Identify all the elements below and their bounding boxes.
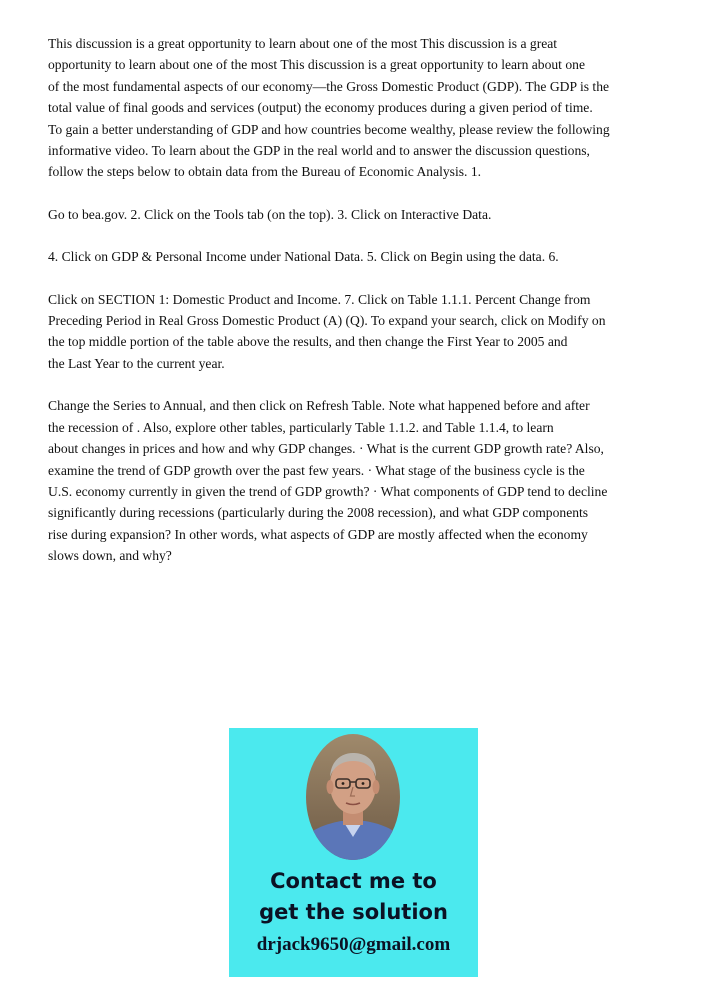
portrait-photo (305, 733, 401, 861)
document-body (48, 33, 648, 588)
text-line: the recession of . Also, explore other tables, particularly Table 1.1.2. and Table 1.1.4, to learn (48, 419, 554, 435)
text-line: follow the steps below to obtain data from the Bureau of Economic Analysis. 1. (48, 164, 482, 180)
paragraph-questions (48, 395, 648, 566)
text-line: about changes in prices and how and why GDP changes. · What is the current GDP growth rate? Also, (48, 441, 604, 457)
paragraph-section-1 (48, 289, 648, 375)
text-line: total value of final goods and services (output) the economy produces during a given period of time. (48, 100, 593, 116)
promo-headline-line-2: get the solution (259, 900, 448, 924)
contact-promo-banner[interactable] (229, 728, 478, 977)
text-line: Click on SECTION 1: Domestic Product and Income. 7. Click on Table 1.1.1. Percent Change from (48, 291, 591, 307)
paragraph-intro (48, 33, 648, 183)
text-line: U.S. economy currently in given the trend of GDP growth? · What components of GDP tend to decline (48, 483, 608, 499)
text-line: Go to bea.gov. 2. Click on the Tools tab (on the top). 3. Click on Interactive Data. (48, 206, 492, 222)
text-line: rise during expansion? In other words, what aspects of GDP are mostly affected when the economy (48, 526, 588, 542)
text-line: Change the Series to Annual, and then click on Refresh Table. Note what happened before and after (48, 398, 590, 414)
text-line: examine the trend of GDP growth over the past few years. · What stage of the business cycle is the (48, 462, 585, 478)
text-line: This discussion is a great opportunity to learn about one of the most This discussion is a great (48, 36, 558, 51)
contact-email[interactable]: drjack9650@gmail.com (256, 934, 451, 955)
text-line: significantly during recessions (particularly during the 2008 recession), and what GDP components (48, 505, 589, 521)
text-line: To gain a better understanding of GDP and how countries become wealthy, please review the following (48, 121, 610, 137)
text-line: slows down, and why? (48, 548, 172, 564)
text-line: of the most fundamental aspects of our economy—the Gross Domestic Product (GDP). The GDP is the (48, 78, 610, 94)
text-line: the Last Year to the current year. (48, 355, 225, 371)
promo-headline-line-1: Contact me to (270, 869, 437, 893)
paragraph-step-2 (48, 204, 648, 225)
text-line: opportunity to learn about one of the most This discussion is a great opportunity to learn about one (48, 57, 585, 73)
text-line: the top middle portion of the table above the results, and then change the First Year to 2005 and (48, 334, 568, 350)
paragraph-step-4 (48, 246, 648, 267)
text-line: Preceding Period in Real Gross Domestic Product (A) (Q). To expand your search, click on Modify on (48, 313, 606, 329)
text-line: informative video. To learn about the GDP in the real world and to answer the discussion questions, (48, 143, 590, 159)
text-line: 4. Click on GDP & Personal Income under National Data. 5. Click on Begin using the data. 6. (48, 249, 559, 265)
